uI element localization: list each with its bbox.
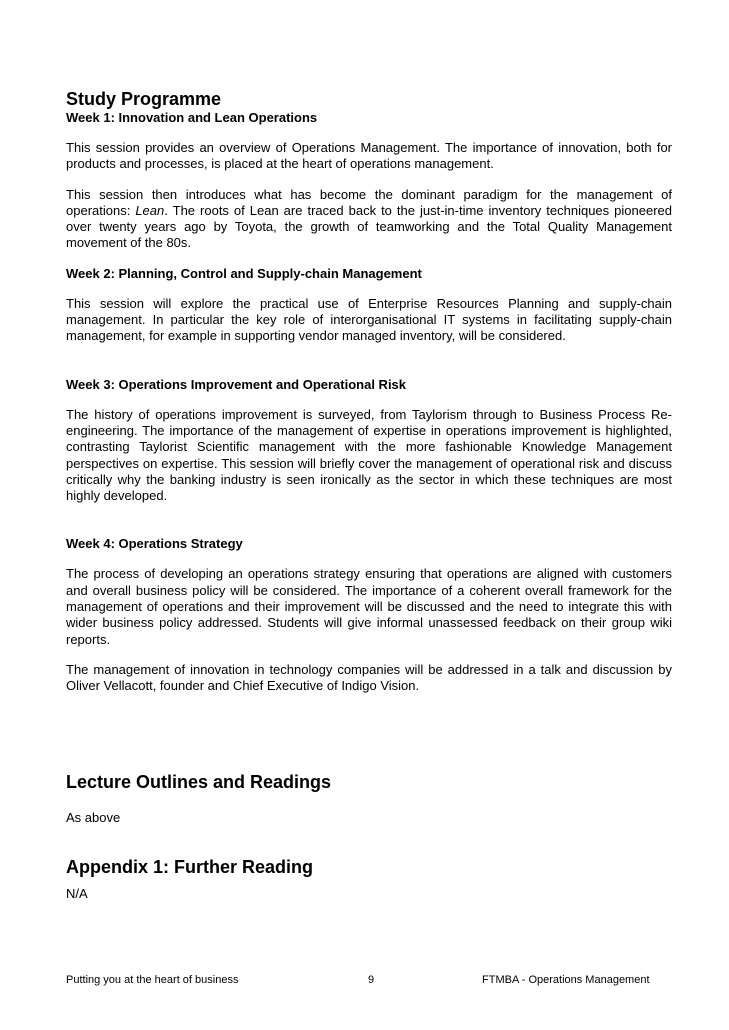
week-4-paragraph-1: The process of developing an operations strategy ensuring that operations are aligned with customers and overall business policy will be considered. The importance of a coherent overall framework for the management of operations and their improvement will be discussed and the need to integrate this with wider business policy addressed. Students will give informal unassessed feedback on their group wiki reports.: [66, 566, 672, 647]
week-3-heading: Week 3: Operations Improvement and Operational Risk: [66, 376, 407, 392]
appendix-body: N/A: [66, 885, 88, 901]
week-1-heading: Week 1: Innovation and Lean Operations: [66, 110, 318, 125]
week-3-paragraph-1: The history of operations improvement is surveyed, from Taylorism through to Business Process Re-engineering. The importance of the management of expertise in operations improvement is highlighted, contrasting Taylorist Scientific management with the more fashionable Knowledge Management perspectives on expertise. This session will briefly cover the management of operational risk and discuss critically why the banking industry is seen ironically as the sector in which these techniques are most highly developed.: [66, 406, 672, 504]
week-4-paragraph-2: The management of innovation in technology companies will be addressed in a talk and discussion by Oliver Vellacott, founder and Chief Executive of Indigo Vision.: [66, 661, 672, 694]
appendix-heading: Appendix 1: Further Reading: [66, 856, 314, 877]
lecture-body: As above: [66, 809, 121, 825]
week-2-paragraph-1: This session will explore the practical use of Enterprise Resources Planning and supply-chain management. In particular the key role of interorganisational IT systems in facilitating supply-chain management, for example in supporting vendor managed inventory, will be considered.: [66, 295, 672, 344]
footer-tagline: Putting you at the heart of business: [66, 974, 239, 986]
page-number: 9: [368, 974, 375, 986]
footer-course-name: FTMBA - Operations Management: [482, 974, 650, 986]
week-2-heading: Week 2: Planning, Control and Supply-chain Management: [66, 265, 422, 281]
document-page: [66, 88, 672, 902]
week-1-paragraph-2-post: . The roots of Lean are traced back to the just-in-time inventory techniques pioneered over twenty years ago by Toyota, the growth of teamworking and the Total Quality Management movement of the 80s.: [66, 202, 672, 251]
week-1-paragraph-2-emphasis: Lean: [135, 202, 165, 218]
week-1-paragraph-1: This session provides an overview of Operations Management. The importance of innovation, both for products and processes, is placed at the heart of operations management.: [66, 140, 672, 172]
week-1-paragraph-2-pre: This session then introduces what has become the dominant paradigm for the management of operations:: [66, 186, 672, 218]
page-title: Study Programme: [66, 89, 222, 109]
lecture-heading: Lecture Outlines and Readings: [66, 771, 332, 792]
week-1-paragraph-2: [66, 187, 672, 252]
week-4-heading: Week 4: Operations Strategy: [66, 536, 243, 552]
